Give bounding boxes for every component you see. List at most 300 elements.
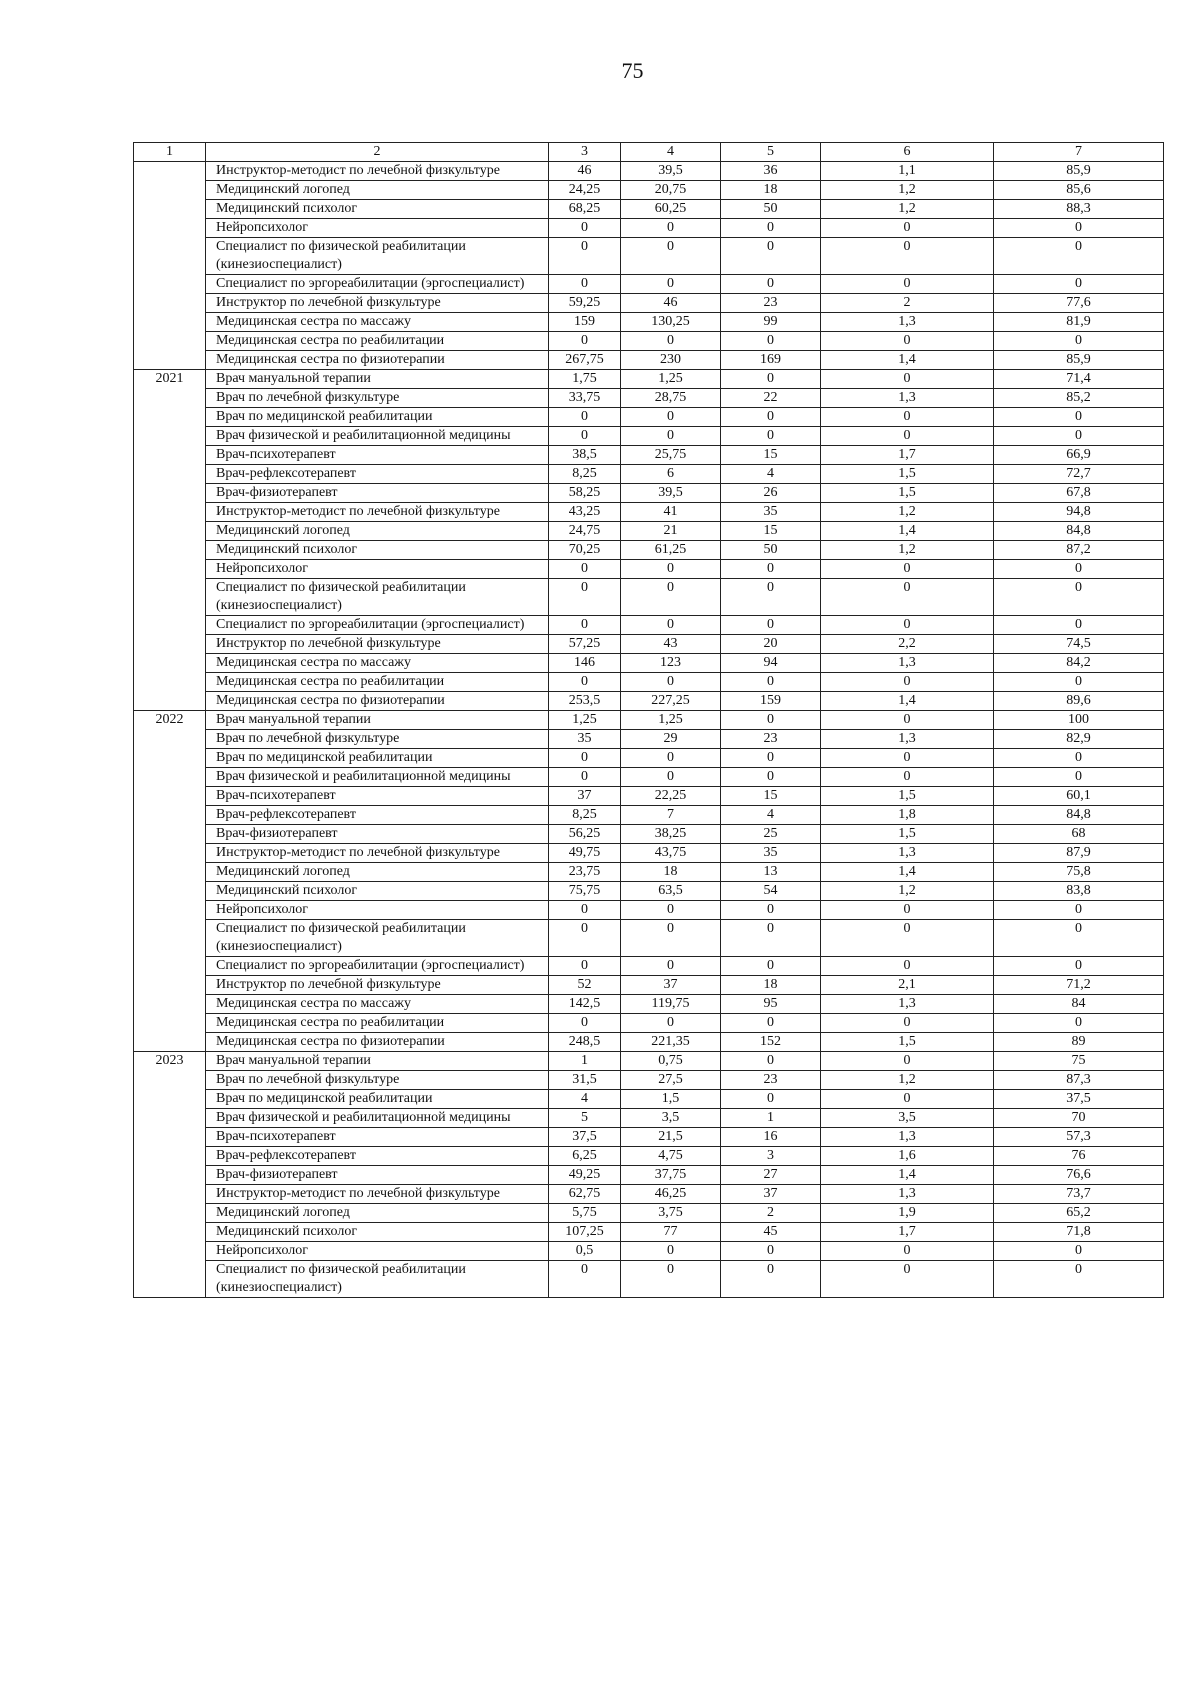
value-cell: 0 <box>621 408 721 427</box>
value-cell: 35 <box>549 730 621 749</box>
value-cell: 37 <box>549 787 621 806</box>
table-row <box>134 711 1164 730</box>
position-name-cell: Медицинский психолог <box>206 882 549 901</box>
value-cell: 0 <box>994 1261 1164 1298</box>
value-cell: 0 <box>821 1261 994 1298</box>
column-header: 3 <box>549 143 621 162</box>
value-cell: 1,5 <box>621 1090 721 1109</box>
table-row <box>134 882 1164 901</box>
value-cell: 7 <box>621 806 721 825</box>
position-name-cell: Инструктор по лечебной физкультуре <box>206 976 549 995</box>
value-cell: 0 <box>621 920 721 957</box>
column-header: 6 <box>821 143 994 162</box>
position-name-cell: Специалист по эргореабилитации (эргоспециалист) <box>206 616 549 635</box>
value-cell: 1,3 <box>821 654 994 673</box>
value-cell: 0 <box>721 901 821 920</box>
position-name-cell: Специалист по физической реабилитации (кинезиоспециалист) <box>206 1261 549 1298</box>
value-cell: 1,2 <box>821 200 994 219</box>
value-cell: 2,1 <box>821 976 994 995</box>
value-cell: 130,25 <box>621 313 721 332</box>
value-cell: 0 <box>621 427 721 446</box>
value-cell: 20,75 <box>621 181 721 200</box>
value-cell: 0 <box>549 920 621 957</box>
value-cell: 123 <box>621 654 721 673</box>
value-cell: 0 <box>549 275 621 294</box>
value-cell: 89 <box>994 1033 1164 1052</box>
value-cell: 0 <box>621 219 721 238</box>
value-cell: 1,9 <box>821 1204 994 1223</box>
value-cell: 0 <box>994 957 1164 976</box>
value-cell: 119,75 <box>621 995 721 1014</box>
table-row <box>134 1223 1164 1242</box>
value-cell: 0 <box>721 332 821 351</box>
value-cell: 0 <box>721 711 821 730</box>
value-cell: 0 <box>994 768 1164 787</box>
column-number-row <box>134 143 1164 162</box>
value-cell: 0 <box>721 1242 821 1261</box>
value-cell: 52 <box>549 976 621 995</box>
value-cell: 1,7 <box>821 1223 994 1242</box>
value-cell: 37 <box>621 976 721 995</box>
value-cell: 1,3 <box>821 313 994 332</box>
value-cell: 68 <box>994 825 1164 844</box>
value-cell: 2 <box>821 294 994 313</box>
value-cell: 31,5 <box>549 1071 621 1090</box>
position-name-cell: Врач-психотерапевт <box>206 1128 549 1147</box>
value-cell: 0 <box>621 957 721 976</box>
value-cell: 1,2 <box>821 541 994 560</box>
value-cell: 3 <box>721 1147 821 1166</box>
year-cell: 2021 <box>134 370 206 711</box>
value-cell: 77,6 <box>994 294 1164 313</box>
table-row <box>134 332 1164 351</box>
value-cell: 0 <box>821 579 994 616</box>
value-cell: 0 <box>721 579 821 616</box>
value-cell: 0 <box>721 219 821 238</box>
position-name-cell: Инструктор-методист по лечебной физкультуре <box>206 1185 549 1204</box>
value-cell: 0 <box>721 1261 821 1298</box>
value-cell: 25,75 <box>621 446 721 465</box>
position-name-cell: Специалист по эргореабилитации (эргоспециалист) <box>206 957 549 976</box>
value-cell: 71,4 <box>994 370 1164 389</box>
position-name-cell: Врач-психотерапевт <box>206 446 549 465</box>
value-cell: 0 <box>821 275 994 294</box>
table-row <box>134 1014 1164 1033</box>
table-row <box>134 1261 1164 1298</box>
value-cell: 0 <box>994 901 1164 920</box>
value-cell: 1,5 <box>821 465 994 484</box>
table-row <box>134 1071 1164 1090</box>
value-cell: 49,25 <box>549 1166 621 1185</box>
value-cell: 63,5 <box>621 882 721 901</box>
value-cell: 4 <box>549 1090 621 1109</box>
value-cell: 1,5 <box>821 484 994 503</box>
value-cell: 6 <box>621 465 721 484</box>
value-cell: 0 <box>994 749 1164 768</box>
position-name-cell: Нейропсихолог <box>206 219 549 238</box>
value-cell: 20 <box>721 635 821 654</box>
table-row <box>134 1033 1164 1052</box>
value-cell: 1,1 <box>821 162 994 181</box>
position-name-cell: Специалист по эргореабилитации (эргоспециалист) <box>206 275 549 294</box>
value-cell: 89,6 <box>994 692 1164 711</box>
value-cell: 71,2 <box>994 976 1164 995</box>
page-number: 75 <box>621 58 644 83</box>
value-cell: 15 <box>721 522 821 541</box>
table-row <box>134 635 1164 654</box>
value-cell: 33,75 <box>549 389 621 408</box>
value-cell: 76 <box>994 1147 1164 1166</box>
column-header: 5 <box>721 143 821 162</box>
table-row <box>134 313 1164 332</box>
value-cell: 0 <box>821 332 994 351</box>
value-cell: 59,25 <box>549 294 621 313</box>
value-cell: 0 <box>721 560 821 579</box>
value-cell: 26 <box>721 484 821 503</box>
value-cell: 0 <box>994 579 1164 616</box>
table-row <box>134 692 1164 711</box>
position-name-cell: Медицинская сестра по массажу <box>206 313 549 332</box>
value-cell: 0 <box>994 920 1164 957</box>
table-row <box>134 749 1164 768</box>
value-cell: 8,25 <box>549 806 621 825</box>
value-cell: 0 <box>994 673 1164 692</box>
value-cell: 99 <box>721 313 821 332</box>
year-cell <box>134 162 206 370</box>
value-cell: 0 <box>621 579 721 616</box>
value-cell: 0 <box>721 768 821 787</box>
value-cell: 54 <box>721 882 821 901</box>
value-cell: 35 <box>721 844 821 863</box>
table-row <box>134 787 1164 806</box>
value-cell: 0 <box>721 749 821 768</box>
position-name-cell: Специалист по физической реабилитации (кинезиоспециалист) <box>206 920 549 957</box>
value-cell: 1,2 <box>821 181 994 200</box>
position-name-cell: Медицинская сестра по физиотерапии <box>206 692 549 711</box>
table-row <box>134 673 1164 692</box>
year-cell: 2023 <box>134 1052 206 1298</box>
column-header: 7 <box>994 143 1164 162</box>
position-name-cell: Медицинская сестра по физиотерапии <box>206 1033 549 1052</box>
value-cell: 5 <box>549 1109 621 1128</box>
value-cell: 0 <box>621 1261 721 1298</box>
value-cell: 0 <box>621 1014 721 1033</box>
position-name-cell: Медицинский психолог <box>206 541 549 560</box>
position-name-cell: Медицинская сестра по реабилитации <box>206 1014 549 1033</box>
value-cell: 0 <box>994 616 1164 635</box>
position-name-cell: Специалист по физической реабилитации (кинезиоспециалист) <box>206 238 549 275</box>
position-name-cell: Врач-психотерапевт <box>206 787 549 806</box>
value-cell: 0 <box>721 920 821 957</box>
value-cell: 84,8 <box>994 522 1164 541</box>
value-cell: 0 <box>549 238 621 275</box>
value-cell: 0 <box>821 901 994 920</box>
value-cell: 46 <box>621 294 721 313</box>
position-name-cell: Медицинская сестра по реабилитации <box>206 332 549 351</box>
value-cell: 21,5 <box>621 1128 721 1147</box>
value-cell: 56,25 <box>549 825 621 844</box>
value-cell: 1,4 <box>821 351 994 370</box>
value-cell: 1,5 <box>821 825 994 844</box>
value-cell: 0 <box>549 332 621 351</box>
value-cell: 75 <box>994 1052 1164 1071</box>
value-cell: 21 <box>621 522 721 541</box>
value-cell: 15 <box>721 446 821 465</box>
value-cell: 39,5 <box>621 484 721 503</box>
value-cell: 248,5 <box>549 1033 621 1052</box>
table-row <box>134 1052 1164 1071</box>
value-cell: 0 <box>994 238 1164 275</box>
value-cell: 28,75 <box>621 389 721 408</box>
value-cell: 50 <box>721 200 821 219</box>
value-cell: 0 <box>821 768 994 787</box>
value-cell: 159 <box>721 692 821 711</box>
value-cell: 146 <box>549 654 621 673</box>
value-cell: 1,3 <box>821 1185 994 1204</box>
value-cell: 0 <box>821 957 994 976</box>
value-cell: 23 <box>721 1071 821 1090</box>
value-cell: 0 <box>549 408 621 427</box>
table-row <box>134 654 1164 673</box>
value-cell: 5,75 <box>549 1204 621 1223</box>
value-cell: 169 <box>721 351 821 370</box>
value-cell: 36 <box>721 162 821 181</box>
value-cell: 0 <box>721 427 821 446</box>
value-cell: 87,9 <box>994 844 1164 863</box>
position-name-cell: Медицинский психолог <box>206 1223 549 1242</box>
value-cell: 46 <box>549 162 621 181</box>
value-cell: 82,9 <box>994 730 1164 749</box>
value-cell: 65,2 <box>994 1204 1164 1223</box>
value-cell: 159 <box>549 313 621 332</box>
value-cell: 0 <box>621 1242 721 1261</box>
value-cell: 1,25 <box>621 711 721 730</box>
value-cell: 0 <box>994 1242 1164 1261</box>
value-cell: 1,4 <box>821 692 994 711</box>
value-cell: 25 <box>721 825 821 844</box>
value-cell: 37,5 <box>994 1090 1164 1109</box>
value-cell: 1 <box>721 1109 821 1128</box>
table-row <box>134 976 1164 995</box>
value-cell: 0 <box>721 673 821 692</box>
position-name-cell: Врач-физиотерапевт <box>206 825 549 844</box>
position-name-cell: Врач-физиотерапевт <box>206 484 549 503</box>
value-cell: 62,75 <box>549 1185 621 1204</box>
value-cell: 15 <box>721 787 821 806</box>
table-row <box>134 294 1164 313</box>
value-cell: 35 <box>721 503 821 522</box>
value-cell: 4,75 <box>621 1147 721 1166</box>
value-cell: 81,9 <box>994 313 1164 332</box>
value-cell: 0 <box>721 275 821 294</box>
table-row <box>134 181 1164 200</box>
value-cell: 0 <box>721 1052 821 1071</box>
value-cell: 85,2 <box>994 389 1164 408</box>
position-name-cell: Врач физической и реабилитационной медицины <box>206 427 549 446</box>
value-cell: 1 <box>549 1052 621 1071</box>
value-cell: 43 <box>621 635 721 654</box>
value-cell: 0 <box>994 1014 1164 1033</box>
position-name-cell: Нейропсихолог <box>206 901 549 920</box>
value-cell: 2 <box>721 1204 821 1223</box>
value-cell: 22 <box>721 389 821 408</box>
table-row <box>134 1090 1164 1109</box>
value-cell: 1,4 <box>821 863 994 882</box>
value-cell: 76,6 <box>994 1166 1164 1185</box>
column-header: 1 <box>134 143 206 162</box>
value-cell: 57,3 <box>994 1128 1164 1147</box>
value-cell: 1,3 <box>821 730 994 749</box>
table-row <box>134 995 1164 1014</box>
value-cell: 0 <box>994 332 1164 351</box>
table-row <box>134 238 1164 275</box>
value-cell: 8,25 <box>549 465 621 484</box>
value-cell: 18 <box>721 181 821 200</box>
value-cell: 1,5 <box>821 1033 994 1052</box>
value-cell: 75,75 <box>549 882 621 901</box>
position-name-cell: Врач мануальной терапии <box>206 1052 549 1071</box>
position-name-cell: Медицинский логопед <box>206 522 549 541</box>
value-cell: 37,5 <box>549 1128 621 1147</box>
value-cell: 23 <box>721 730 821 749</box>
position-name-cell: Врач мануальной терапии <box>206 711 549 730</box>
value-cell: 0 <box>549 673 621 692</box>
value-cell: 227,25 <box>621 692 721 711</box>
value-cell: 2,2 <box>821 635 994 654</box>
position-name-cell: Инструктор по лечебной физкультуре <box>206 294 549 313</box>
position-name-cell: Медицинская сестра по физиотерапии <box>206 351 549 370</box>
value-cell: 253,5 <box>549 692 621 711</box>
value-cell: 0 <box>549 219 621 238</box>
value-cell: 0 <box>549 1014 621 1033</box>
value-cell: 1,3 <box>821 389 994 408</box>
value-cell: 85,6 <box>994 181 1164 200</box>
value-cell: 0 <box>549 957 621 976</box>
value-cell: 27 <box>721 1166 821 1185</box>
position-name-cell: Нейропсихолог <box>206 1242 549 1261</box>
value-cell: 1,2 <box>821 882 994 901</box>
position-name-cell: Медицинский логопед <box>206 863 549 882</box>
value-cell: 267,75 <box>549 351 621 370</box>
value-cell: 1,7 <box>821 446 994 465</box>
value-cell: 0 <box>721 1090 821 1109</box>
value-cell: 70,25 <box>549 541 621 560</box>
table-row <box>134 730 1164 749</box>
table-row <box>134 901 1164 920</box>
value-cell: 0 <box>821 1090 994 1109</box>
value-cell: 0 <box>721 370 821 389</box>
value-cell: 85,9 <box>994 351 1164 370</box>
value-cell: 100 <box>994 711 1164 730</box>
value-cell: 75,8 <box>994 863 1164 882</box>
value-cell: 107,25 <box>549 1223 621 1242</box>
value-cell: 24,75 <box>549 522 621 541</box>
value-cell: 27,5 <box>621 1071 721 1090</box>
value-cell: 230 <box>621 351 721 370</box>
value-cell: 45 <box>721 1223 821 1242</box>
value-cell: 38,25 <box>621 825 721 844</box>
value-cell: 0 <box>549 560 621 579</box>
value-cell: 0 <box>549 427 621 446</box>
value-cell: 41 <box>621 503 721 522</box>
value-cell: 68,25 <box>549 200 621 219</box>
value-cell: 0 <box>721 1014 821 1033</box>
table-row <box>134 446 1164 465</box>
value-cell: 1,75 <box>549 370 621 389</box>
value-cell: 87,3 <box>994 1071 1164 1090</box>
value-cell: 0 <box>821 1052 994 1071</box>
position-name-cell: Врач мануальной терапии <box>206 370 549 389</box>
position-name-cell: Врач-физиотерапевт <box>206 1166 549 1185</box>
value-cell: 0 <box>721 957 821 976</box>
value-cell: 83,8 <box>994 882 1164 901</box>
table-row <box>134 1128 1164 1147</box>
position-name-cell: Медицинская сестра по массажу <box>206 995 549 1014</box>
value-cell: 3,5 <box>621 1109 721 1128</box>
value-cell: 73,7 <box>994 1185 1164 1204</box>
value-cell: 1,4 <box>821 522 994 541</box>
value-cell: 0 <box>549 749 621 768</box>
value-cell: 61,25 <box>621 541 721 560</box>
value-cell: 0 <box>721 408 821 427</box>
value-cell: 29 <box>621 730 721 749</box>
value-cell: 0 <box>821 711 994 730</box>
value-cell: 0 <box>549 1261 621 1298</box>
position-name-cell: Инструктор-методист по лечебной физкультуре <box>206 162 549 181</box>
position-name-cell: Инструктор-методист по лечебной физкультуре <box>206 844 549 863</box>
value-cell: 1,3 <box>821 844 994 863</box>
table-row <box>134 579 1164 616</box>
value-cell: 13 <box>721 863 821 882</box>
value-cell: 37 <box>721 1185 821 1204</box>
value-cell: 16 <box>721 1128 821 1147</box>
value-cell: 0 <box>621 673 721 692</box>
table-row <box>134 1166 1164 1185</box>
value-cell: 6,25 <box>549 1147 621 1166</box>
value-cell: 4 <box>721 806 821 825</box>
value-cell: 0 <box>621 616 721 635</box>
position-name-cell: Врач по медицинской реабилитации <box>206 1090 549 1109</box>
value-cell: 0 <box>994 275 1164 294</box>
value-cell: 84 <box>994 995 1164 1014</box>
value-cell: 1,2 <box>821 503 994 522</box>
value-cell: 49,75 <box>549 844 621 863</box>
value-cell: 1,2 <box>821 1071 994 1090</box>
value-cell: 0 <box>721 616 821 635</box>
position-name-cell: Медицинский логопед <box>206 181 549 200</box>
value-cell: 0 <box>821 408 994 427</box>
table-row <box>134 522 1164 541</box>
value-cell: 0 <box>994 408 1164 427</box>
table-row <box>134 768 1164 787</box>
value-cell: 0 <box>821 560 994 579</box>
position-name-cell: Врач физической и реабилитационной медицины <box>206 768 549 787</box>
value-cell: 0 <box>994 219 1164 238</box>
value-cell: 0,75 <box>621 1052 721 1071</box>
table-row <box>134 616 1164 635</box>
table-row <box>134 162 1164 181</box>
value-cell: 60,1 <box>994 787 1164 806</box>
value-cell: 72,7 <box>994 465 1164 484</box>
value-cell: 46,25 <box>621 1185 721 1204</box>
table-row <box>134 844 1164 863</box>
value-cell: 84,2 <box>994 654 1164 673</box>
value-cell: 37,75 <box>621 1166 721 1185</box>
value-cell: 18 <box>721 976 821 995</box>
value-cell: 87,2 <box>994 541 1164 560</box>
value-cell: 1,6 <box>821 1147 994 1166</box>
value-cell: 0 <box>821 370 994 389</box>
